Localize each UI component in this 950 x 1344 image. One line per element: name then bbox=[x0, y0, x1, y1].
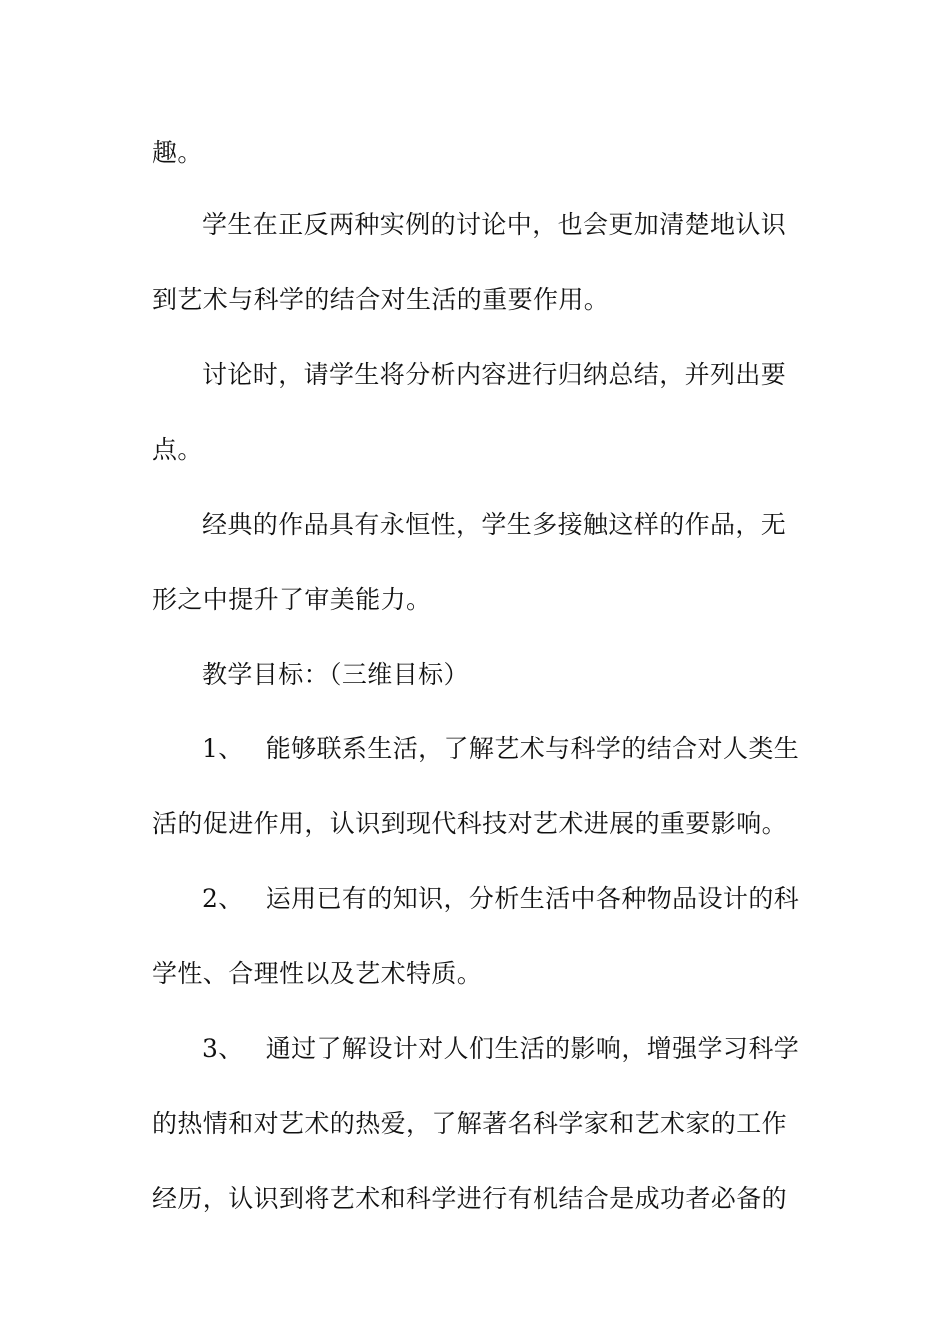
text-line: 点。 bbox=[152, 435, 203, 464]
list-item-text: 通过了解设计对人们生活的影响，增强学习科学 bbox=[265, 1034, 800, 1063]
list-item-1 bbox=[202, 734, 862, 764]
text-line: 经历，认识到将艺术和科学进行有机结合是成功者必备的 bbox=[152, 1184, 788, 1213]
text-line: 趣。 bbox=[152, 138, 203, 167]
list-item-number: 2、 bbox=[202, 884, 244, 913]
text-line: 活的促进作用，认识到现代科技对艺术进展的重要影响。 bbox=[152, 809, 788, 838]
list-item-2 bbox=[202, 884, 862, 914]
list-item-text: 能够联系生活，了解艺术与科学的结合对人类生 bbox=[265, 734, 800, 763]
text-line: 学性、合理性以及艺术特质。 bbox=[152, 959, 483, 988]
paragraph-first-line: 经典的作品具有永恒性，学生多接触这样的作品，无 bbox=[202, 510, 787, 539]
section-heading: 教学目标：（三维目标） bbox=[202, 660, 469, 689]
text-line: 的热情和对艺术的热爱，了解著名科学家和艺术家的工作 bbox=[152, 1109, 788, 1138]
list-item-text: 运用已有的知识，分析生活中各种物品设计的科 bbox=[265, 884, 800, 913]
paragraph-first-line: 讨论时，请学生将分析内容进行归纳总结，并列出要 bbox=[202, 360, 787, 389]
paragraph-first-line: 学生在正反两种实例的讨论中，也会更加清楚地认识 bbox=[202, 210, 787, 239]
text-line: 到艺术与科学的结合对生活的重要作用。 bbox=[152, 285, 610, 314]
text-line: 形之中提升了审美能力。 bbox=[152, 585, 432, 614]
list-item-number: 3、 bbox=[202, 1034, 244, 1063]
list-item-number: 1、 bbox=[202, 734, 244, 763]
list-item-3 bbox=[202, 1034, 862, 1064]
